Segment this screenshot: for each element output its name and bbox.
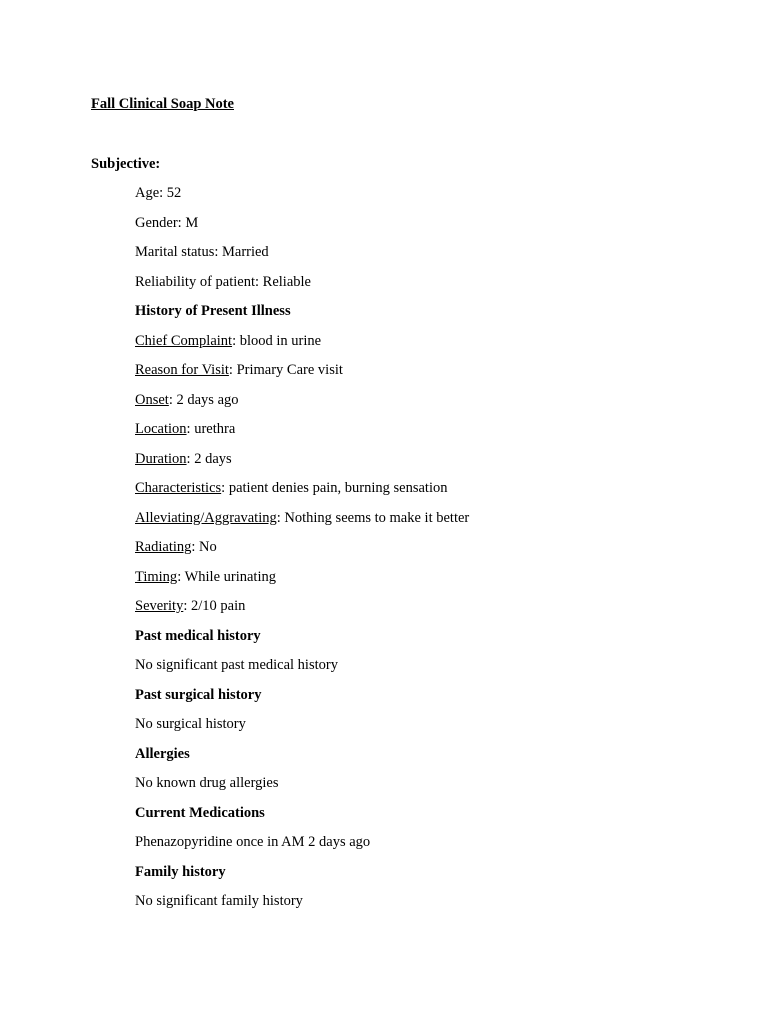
text-line: Gender: M [135,214,199,231]
field-line [135,451,469,481]
text-line: No known drug allergies [135,775,279,791]
subsection-heading: Current Medications [135,804,265,821]
document-title: Fall Clinical Soap Note [91,96,234,112]
field-label: Alleviating/Aggravating [135,509,277,526]
subsection-heading: Allergies [135,745,190,762]
field-value: : urethra [186,421,236,437]
field-line [135,539,469,569]
field-value: : blood in urine [232,332,322,349]
field-line [135,392,469,422]
subjective-lines [135,185,469,923]
text-line: Reliability of patient: Reliable [135,273,311,290]
field-label: Severity [135,598,184,614]
field-line [135,480,469,510]
field-line [135,362,469,392]
field-value: : 2/10 pain [183,598,246,614]
field-line [135,421,469,451]
field-line [135,598,469,628]
text-line: Phenazopyridine once in AM 2 days ago [135,834,371,850]
field-label: Location [135,421,187,437]
field-label: Onset [135,391,169,408]
field-label: Radiating [135,539,192,555]
field-line [135,569,469,599]
text-line: No significant past medical history [135,657,338,673]
subsection-heading: Past medical history [135,627,261,644]
text-line: No significant family history [135,893,303,909]
subsection-heading: History of Present Illness [135,303,291,319]
field-value: : 2 days ago [168,391,239,408]
field-line [135,333,469,363]
subsection-heading: Family history [135,863,226,880]
field-value: : 2 days [186,450,232,467]
field-label: Duration [135,450,187,467]
text-line: No surgical history [135,716,246,732]
text-line: Age: 52 [135,185,182,201]
field-label: Chief Complaint [135,332,233,349]
field-value: : No [191,539,217,555]
field-label: Timing [135,568,178,585]
field-value: : Nothing seems to make it better [276,509,470,526]
field-label: Reason for Visit [135,362,229,378]
text-line: Marital status: Married [135,244,269,260]
field-value: : Primary Care visit [228,362,343,378]
field-value: : patient denies pain, burning sensation [221,480,448,496]
field-label: Characteristics [135,480,222,496]
field-value: : While urinating [177,568,276,585]
section-heading-subjective: Subjective: [91,156,161,172]
subsection-heading: Past surgical history [135,686,262,703]
field-line [135,510,469,540]
